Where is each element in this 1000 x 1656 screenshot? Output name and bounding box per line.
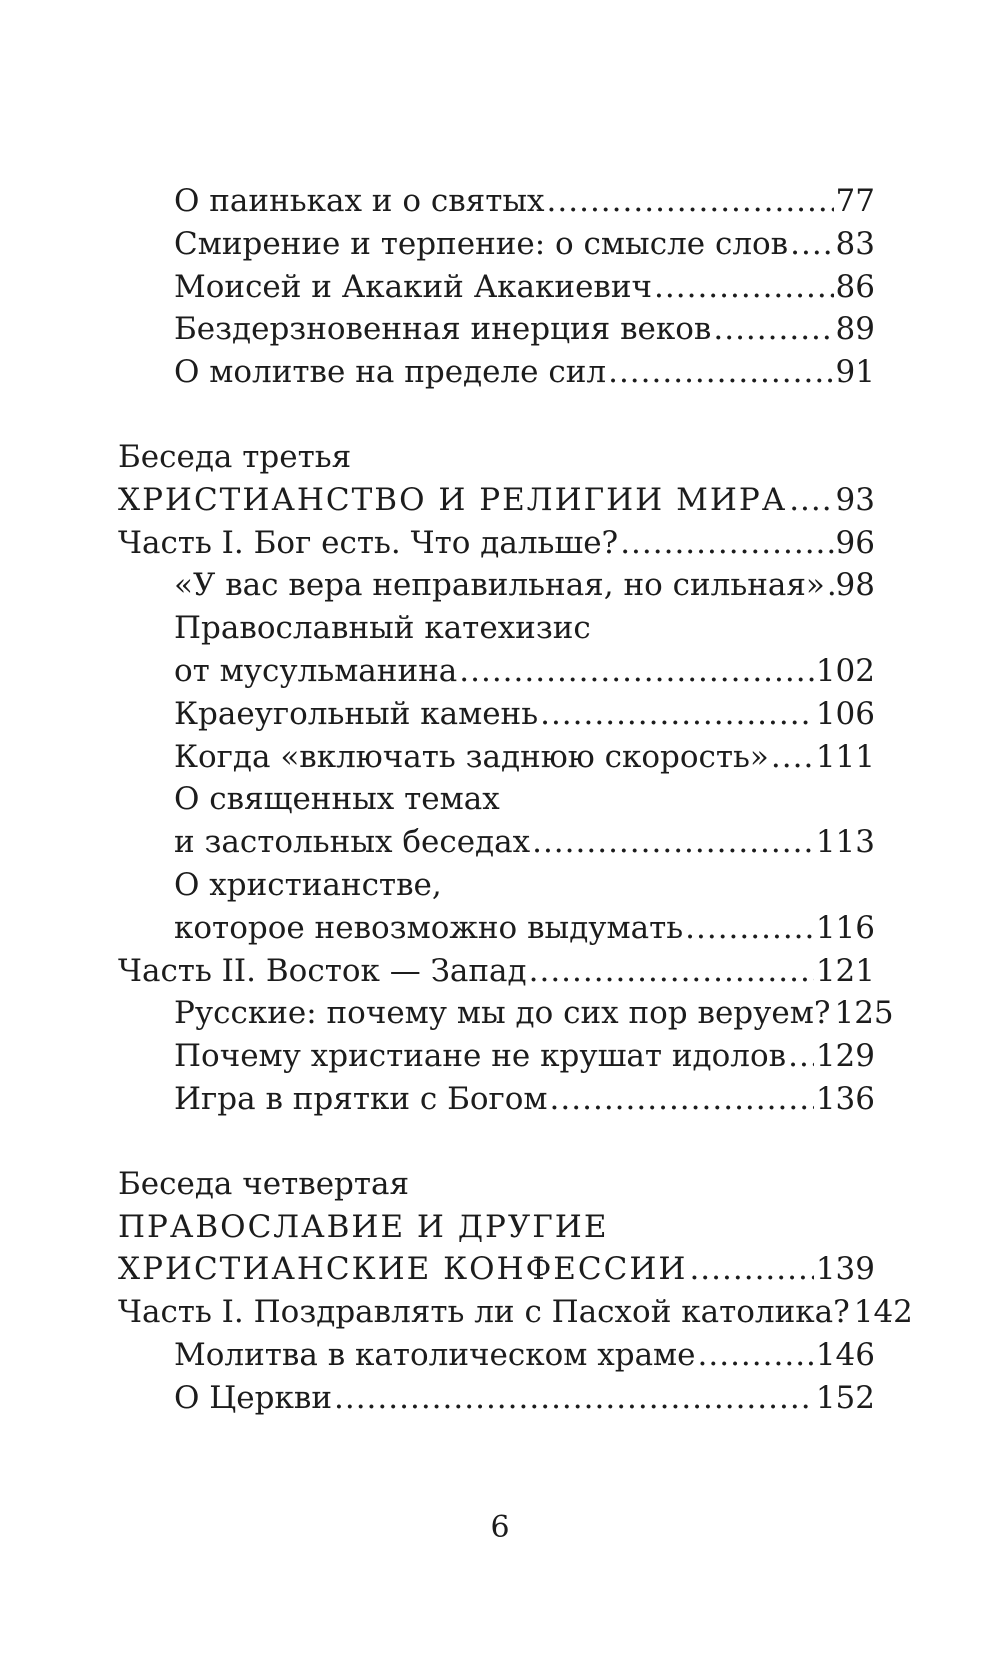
toc-leader-dots <box>550 1078 814 1121</box>
conversation-label <box>118 436 875 479</box>
toc-entry-page: 89 <box>835 311 875 348</box>
toc-entry-page: 83 <box>835 225 875 262</box>
toc-entry-title: и застольных беседах <box>174 824 531 861</box>
conversation-heading <box>118 1248 875 1291</box>
toc-entry-title: Краеугольный камень <box>174 695 539 732</box>
part-entry-page: 142 <box>853 1294 913 1331</box>
part-entry <box>118 950 875 993</box>
toc-entry-title: Русские: почему мы до сих пор веруем? <box>174 995 831 1032</box>
toc-entry-title: от мусульманина <box>174 652 458 689</box>
toc-leader-dots <box>334 1377 814 1420</box>
toc-entry-title-line1: Православный катехизис <box>174 610 591 647</box>
page-number: 6 <box>490 1510 510 1545</box>
toc-entry-title: Моисей и Акакий Акакиевич <box>174 268 653 305</box>
toc-entry-title: О паиньках и о святых <box>174 183 545 219</box>
toc-entry-title: Бездерзновенная инерция веков <box>174 311 712 348</box>
toc-entry <box>118 308 875 351</box>
part-entry-title: Часть I. Бог есть. Что дальше? <box>118 524 619 561</box>
toc-entry <box>118 693 875 736</box>
toc-entry-page: 125 <box>834 995 894 1032</box>
toc-entry <box>118 821 875 864</box>
toc-entry-title-line1: О христианстве, <box>174 866 442 903</box>
toc-entry-page: 98 <box>835 567 875 604</box>
part-entry-title: Часть II. Восток — Запад <box>118 952 527 989</box>
conversation-heading-first-line <box>118 1206 875 1249</box>
toc-leader-dots <box>547 180 834 223</box>
toc-leader-dots <box>459 650 814 693</box>
section-gap <box>118 1121 875 1163</box>
conversation-label <box>118 1163 875 1206</box>
part-entry-title: Часть I. Поздравлять ли с Пасхой католика? <box>118 1294 850 1331</box>
toc-entry <box>118 180 875 223</box>
toc-leader-dots <box>713 308 833 351</box>
conversation-heading-page: 139 <box>815 1251 875 1288</box>
toc-leader-dots <box>685 907 814 950</box>
part-entry <box>118 1291 913 1334</box>
toc-entry-page: 91 <box>835 354 875 391</box>
toc-leader-dots <box>620 522 833 565</box>
conversation-heading-title-line1: ПРАВОСЛАВИЕ И ДРУГИЕ <box>118 1208 609 1245</box>
toc-leader-dots <box>698 1334 814 1377</box>
conversation-label-text: Беседа четвертая <box>118 1165 410 1202</box>
toc-leader-dots <box>827 564 834 607</box>
conversation-heading-title: ХРИСТИАНСТВО И РЕЛИГИИ МИРА <box>118 481 788 518</box>
part-entry-page: 121 <box>815 952 875 989</box>
conversation-heading <box>118 479 875 522</box>
toc-entry-page: 116 <box>815 909 875 946</box>
toc-entry-page: 136 <box>815 1080 875 1117</box>
toc-leader-dots <box>790 223 833 266</box>
toc-leader-dots <box>608 351 833 394</box>
toc-entry-first-line <box>118 607 875 650</box>
toc-entry <box>118 266 875 309</box>
toc-entry <box>118 1035 875 1078</box>
toc-entry-title: Почему христиане не крушат идолов <box>174 1038 787 1075</box>
toc-entry-page: 102 <box>815 652 875 689</box>
toc-entry <box>118 736 875 779</box>
toc-entry-title: Игра в прятки с Богом <box>174 1080 548 1117</box>
toc-entry <box>118 1377 875 1420</box>
toc-entry-page: 129 <box>815 1038 875 1075</box>
toc-leader-dots <box>532 821 814 864</box>
section-gap <box>118 394 875 436</box>
toc-leader-dots <box>540 693 814 736</box>
toc-leader-dots <box>654 266 834 309</box>
toc-entry <box>118 351 875 394</box>
conversation-heading-title: ХРИСТИАНСКИЕ КОНФЕССИИ <box>118 1251 688 1288</box>
toc-entry-title-line1: О священных темах <box>174 781 500 818</box>
toc-leader-dots <box>689 1248 813 1291</box>
toc-entry-title: Смирение и терпение: о смысле слов <box>174 225 789 262</box>
toc-entry-page: 86 <box>835 268 875 305</box>
toc-entry-title: которое невозможно выдумать <box>174 909 684 946</box>
toc-entry-first-line <box>118 864 875 907</box>
toc-entry-title: Когда «включать заднюю скорость» <box>174 738 769 775</box>
part-entry <box>118 522 875 565</box>
toc-entry-page: 111 <box>815 738 875 775</box>
toc-entry-page: 77 <box>835 183 875 219</box>
toc-entry <box>118 650 875 693</box>
toc-entry-first-line <box>118 778 875 821</box>
conversation-label-text: Беседа третья <box>118 438 352 475</box>
toc-leader-dots <box>789 479 833 522</box>
part-entry-page: 96 <box>835 524 875 561</box>
toc-leader-dots <box>529 950 814 993</box>
toc-leader-dots <box>771 736 814 779</box>
toc-entry <box>118 223 875 266</box>
table-of-contents <box>118 180 913 1420</box>
toc-entry <box>118 907 875 950</box>
toc-entry-page: 146 <box>815 1336 875 1373</box>
conversation-heading-page: 93 <box>835 481 875 518</box>
toc-entry-page: 152 <box>815 1379 875 1416</box>
toc-entry <box>118 992 894 1035</box>
toc-entry-page: 113 <box>815 824 875 861</box>
toc-entry-title: «У вас вера неправильная, но сильная» <box>174 567 825 604</box>
toc-entry-page: 106 <box>815 695 875 732</box>
toc-leader-dots <box>788 1035 814 1078</box>
toc-entry-title: О Церкви <box>174 1379 332 1416</box>
toc-entry-title: О молитве на пределе сил <box>174 354 607 391</box>
toc-entry <box>118 564 875 607</box>
toc-entry <box>118 1334 875 1377</box>
toc-entry-title: Молитва в католическом храме <box>174 1336 696 1373</box>
toc-entry <box>118 1078 875 1121</box>
